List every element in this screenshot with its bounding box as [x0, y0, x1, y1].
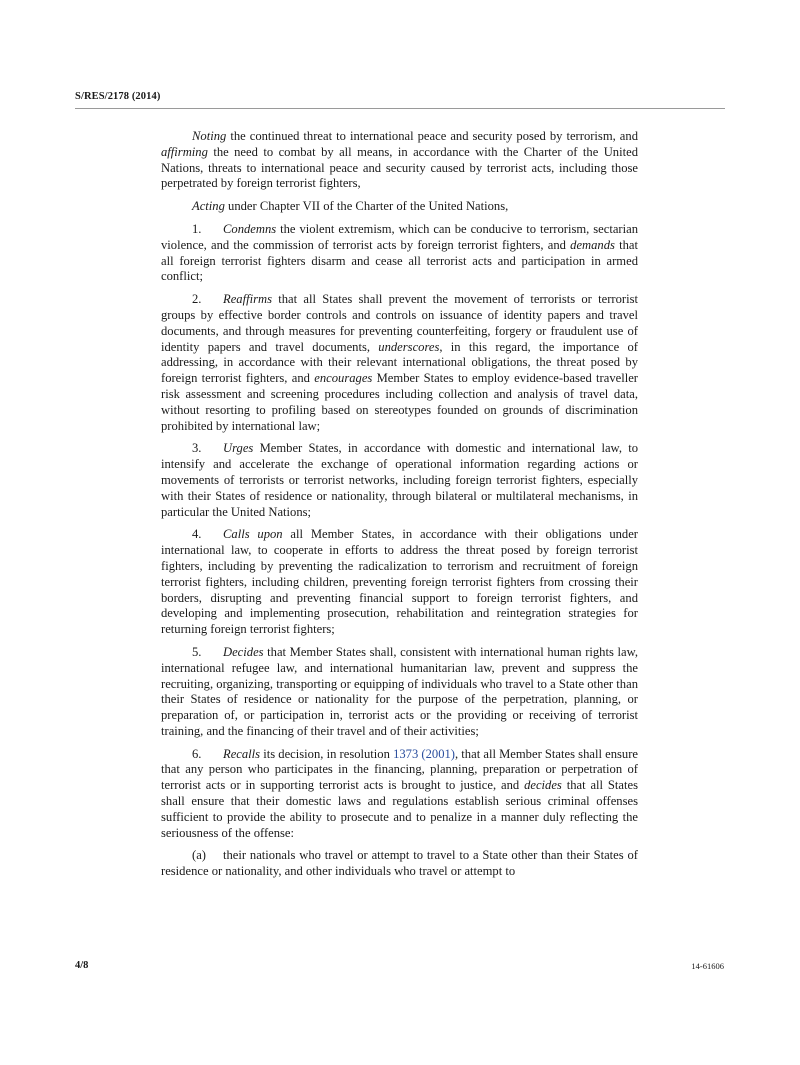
keyword-decides: decides — [524, 778, 562, 793]
keyword-recalls: Recalls — [223, 746, 261, 761]
text: its decision, in resolution — [260, 746, 394, 761]
paragraph-number: 2. — [192, 292, 202, 307]
preamble-acting — [161, 199, 638, 215]
paragraph-number: 5. — [192, 644, 202, 659]
keyword-underscores: underscores — [378, 339, 440, 354]
operative-paragraph-3 — [161, 441, 638, 520]
text: that all foreign terrorist fighters disarm and cease all terrorist acts and participation in armed conflict; — [161, 237, 638, 284]
text: that all States shall prevent the movement of terrorists or terrorist groups by effective border controls and controls on issuance of identity papers and travel documents, and through measures for preventing counterfeiting, forgery or fraudulent use of identity papers and travel documents, — [161, 292, 638, 354]
operative-paragraph-2 — [161, 292, 638, 434]
text: the continued threat to international peace and security posed by terrorism, and — [226, 129, 638, 143]
subparagraph-label: (a) — [192, 848, 206, 863]
resolution-body — [161, 129, 638, 887]
keyword-demands: demands — [570, 237, 615, 252]
text: the violent extremism, which can be conducive to terrorism, sectarian violence, and the commission of terrorist acts by foreign terrorist fighters, and — [161, 221, 638, 252]
header-divider — [75, 108, 725, 109]
document-symbol: S/RES/2178 (2014) — [75, 91, 161, 102]
operative-paragraph-4 — [161, 527, 638, 638]
operative-paragraph-1 — [161, 222, 638, 285]
operative-paragraph-6 — [161, 747, 638, 842]
paragraph-number: 4. — [192, 527, 202, 542]
text: , that all Member States shall ensure that any person who participates in the financing, planning, preparation or perpetration of terrorist acts or in supporting terrorist acts is brought to justice, and — [161, 746, 638, 793]
keyword-noting: Noting — [192, 129, 227, 143]
keyword-decides: Decides — [223, 644, 264, 659]
paragraph-number: 6. — [192, 746, 202, 761]
paragraph-number: 3. — [192, 441, 202, 456]
preamble-noting — [161, 129, 638, 192]
subparagraph-a — [161, 848, 638, 880]
text: all Member States, in accordance with their obligations under international law, to cooperate in efforts to address the threat posed by foreign terrorist fighters, including by preventing the radicalization to terrorism and recruitment of foreign terrorist fighters, including children, preventing foreign terrorist fighters from crossing their borders, disrupting and preventing financial support to foreign terrorist fighters, and developing and implementing prosecution, rehabilitation and reintegration strategies for returning foreign terrorist fighters; — [161, 527, 638, 637]
paragraph-number: 1. — [192, 221, 202, 236]
keyword-calls-upon: Calls upon — [223, 527, 283, 542]
text: Member States, in accordance with domestic and international law, to intensify and accelerate the exchange of operational information regarding actions or movements of terrorists or terrorist networks, including foreign terrorist fighters, especially with their States of residence or nationality, through bilateral or multilateral mechanisms, in particular the United Nations; — [161, 441, 638, 519]
text: under Chapter VII of the Charter of the United Nations, — [224, 199, 509, 214]
text: the need to combat by all means, in accordance with the Charter of the United Nations, threats to international peace and security caused by terrorist acts, including those perpetrated by foreign terrorist fighters, — [161, 144, 638, 191]
text: their nationals who travel or attempt to travel to a State other than their States of residence or nationality, and other individuals who travel or attempt to — [161, 848, 638, 879]
keyword-acting: Acting — [192, 199, 225, 214]
text: Member States to employ evidence-based traveller risk assessment and screening procedures including collection and analysis of travel data, without resorting to profiling based on stereotypes founded on grounds of discrimination prohibited by international law; — [161, 371, 638, 433]
text: that all States shall ensure that their domestic laws and regulations establish serious criminal offenses sufficient to provide the ability to prosecute and to penalize in a manner duly reflecting the seriousness of the offense: — [161, 778, 638, 840]
page-number: 4/8 — [75, 960, 89, 971]
text: , in this regard, the importance of addressing, in accordance with their relevant international obligations, the threat posed by foreign terrorist fighters, and — [161, 339, 638, 386]
document-code: 14-61606 — [691, 961, 724, 971]
keyword-affirming: affirming — [161, 144, 208, 159]
text: that Member States shall, consistent with international human rights law, international refugee law, and international humanitarian law, prevent and suppress the recruiting, organizing, transporting or equipping of individuals who travel to a State other than their States of residence or nationality for the purpose of the perpetration, planning, or preparation of, or participation in, terrorist acts or the providing or receiving of terrorist training, and the financing of their travel and of their activities; — [161, 644, 638, 738]
keyword-reaffirms: Reaffirms — [223, 292, 272, 307]
operative-paragraph-5 — [161, 645, 638, 740]
keyword-encourages: encourages — [314, 371, 373, 386]
keyword-condemns: Condemns — [223, 221, 277, 236]
keyword-urges: Urges — [223, 441, 254, 456]
resolution-link[interactable]: 1373 (2001) — [393, 746, 455, 761]
